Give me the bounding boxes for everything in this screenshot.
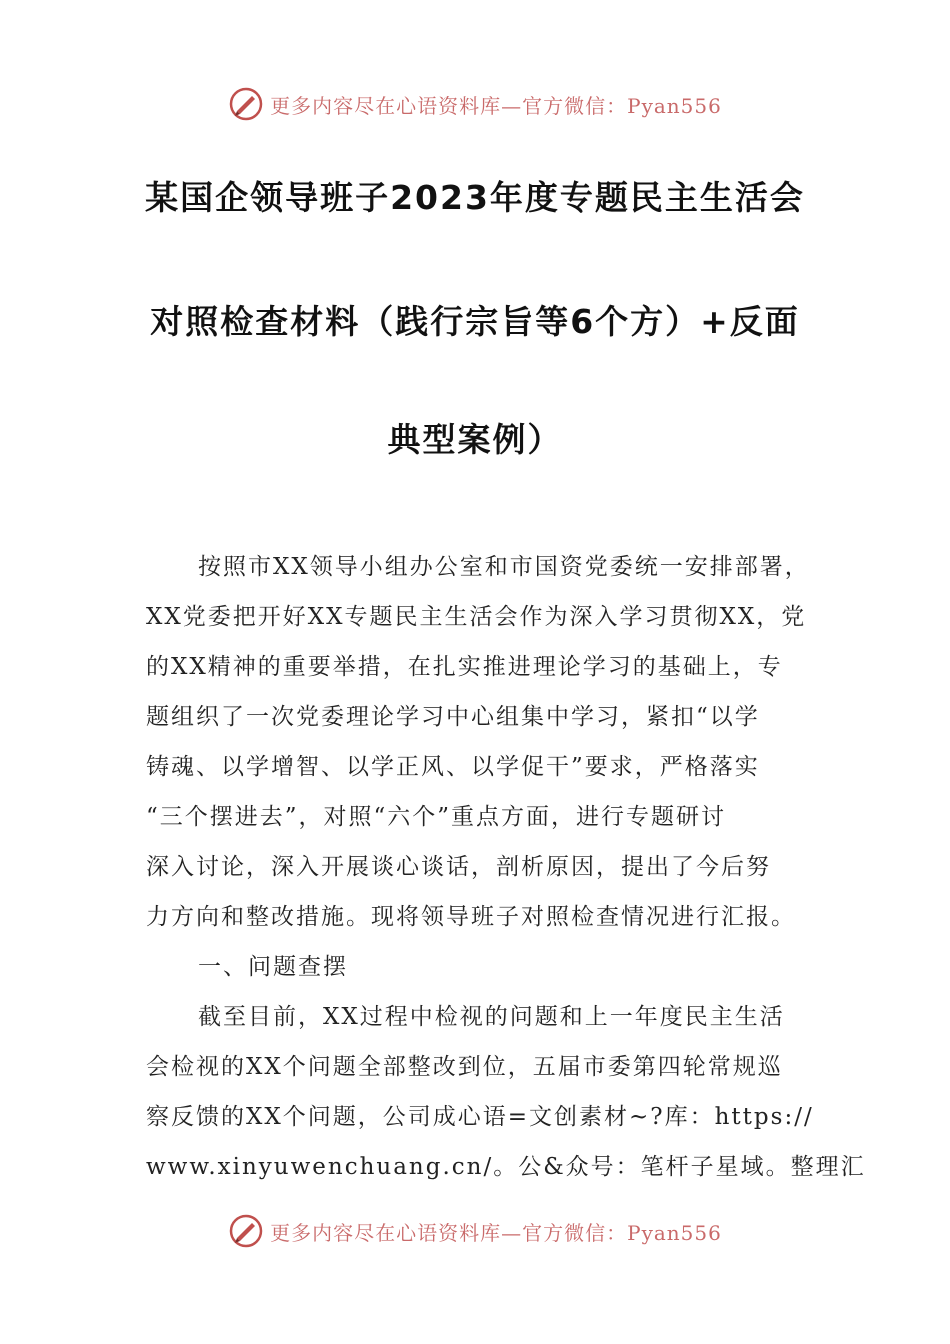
document-title-line-3: 典型案例） [387,420,563,459]
paragraph-problems [146,992,866,1192]
text-line: 按照市XX领导小组办公室和市国资党委统一安排部署， [198,554,810,580]
pen-circle-logo-icon [228,86,264,122]
text-line: 截至目前，XX过程中检视的问题和上一年度民主生活 [198,1004,785,1030]
document-body [146,542,866,1192]
watermark-text: 更多内容尽在心语资料库—官方微信：Pyan556 [270,93,722,118]
header-watermark [0,82,950,126]
text-line: 的XX精神的重要举措，在扎实推进理论学习的基础上，专 [146,654,783,680]
paragraph-intro [146,542,810,942]
watermark-text: 更多内容尽在心语资料库—官方微信：Pyan556 [270,1220,722,1245]
text-line: 铸魂、以学增智、以学正风、以学促干”要求，严格落实 [146,754,760,780]
footer-watermark [0,1209,950,1253]
heading-problem-check: 一、问题查摆 [198,954,348,980]
text-line: 力方向和整改措施。现将领导班子对照检查情况进行汇报。 [146,904,796,930]
document-title-line-1: 某国企领导班子2023年度专题民主生活会 [145,178,805,217]
document-title-line-2: 对照检查材料（践行宗旨等6个方）+反面 [150,302,800,341]
text-line: XX党委把开好XX专题民主生活会作为深入学习贯彻XX，党 [146,604,807,630]
text-line: 深入讨论，深入开展谈心谈话，剖析原因，提出了今后努 [146,854,771,880]
text-line: “三个摆进去”，对照“六个”重点方面，进行专题研讨 [146,804,727,830]
text-line: www.xinyuwenchuang.cn/。公&众号：笔杆子星域。整理汇 [146,1154,866,1180]
text-line: 题组织了一次党委理论学习中心组集中学习，紧扣“以学 [146,704,760,730]
pen-circle-logo-icon [228,1213,264,1249]
section-heading [146,942,810,992]
text-line: 察反馈的XX个问题，公司成心语=文创素材~?库：https:// [146,1104,814,1130]
text-line: 会检视的XX个问题全部整改到位，五届市委第四轮常规巡 [146,1054,783,1080]
